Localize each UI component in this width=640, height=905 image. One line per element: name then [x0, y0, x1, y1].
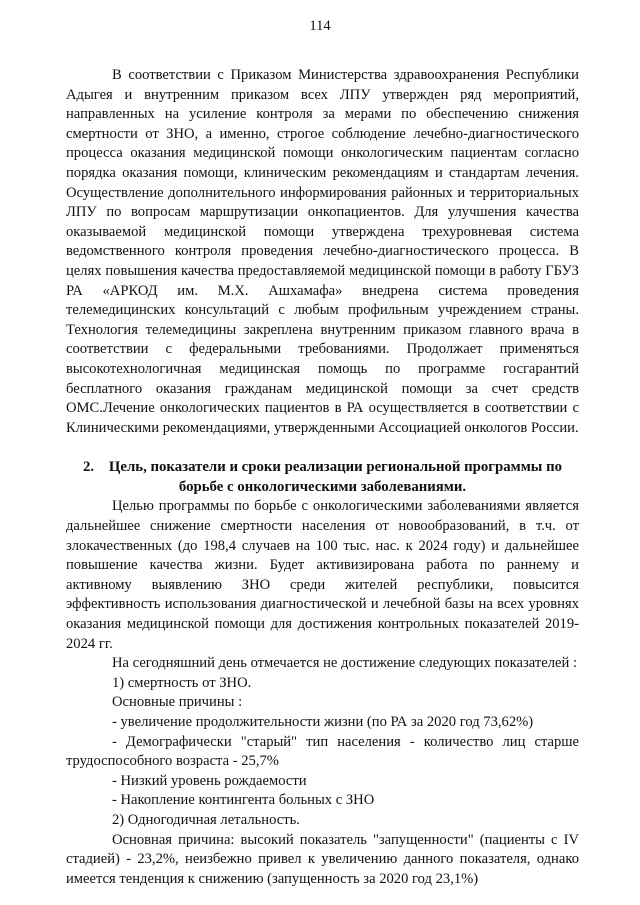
list-item: - увеличение продолжительности жизни (по РА за 2020 год 73,62%) [112, 714, 534, 730]
document-body [66, 66, 579, 889]
goal-paragraph: Целью программы по борьбе с онкологическими заболеваниями является дальнейшее снижение смертности населения от новообразований, в т.ч. от злокачественных (до 198,4 случаев на 100 тыс. нас. к 2024 году) и дальнейшее повышение качества жизни. Будет активизирована работа по раннему и активному выявлению ЗНО среди жителей республики, повысится эффективность использования диагностической и лечебной базы на всех уровнях оказания медицинской помощи для достижения контрольных показателей 2019-2024 гг. [66, 498, 579, 652]
section-title: Цель, показатели и сроки реализации региональной программы по борьбе с онкологическими заболеваниями. [108, 459, 562, 495]
section-number: 2. [82, 459, 95, 476]
indicators-paragraph: На сегодняшний день отмечается не достижение следующих показателей : [112, 655, 578, 672]
page-number: 114 [309, 18, 331, 34]
list-item: - Накопление контингента больных с ЗНО [112, 792, 375, 809]
list-item: - Низкий уровень рождаемости [112, 772, 307, 789]
demography-paragraph: - Демографически "старый" тип населения - количество лиц старше трудоспособного возраста - 25,7% [66, 733, 579, 770]
list-item: 1) смертность от ЗНО. [112, 674, 252, 691]
reason-paragraph: Основная причина: высокий показатель "запущенности" (пациенты с IV стадией) - 23,2%, неизбежно привел к увеличению данного показателя, однако имеется тенденция к снижению (запущенность за 2020 год 23,1%) [66, 831, 579, 887]
intro-paragraph: В соответствии с Приказом Министерства здравоохранения Республики Адыгея и внутренним приказом всех ЛПУ утвержден ряд мероприятий, направленных на усиление контроля за мерами по обеспечению снижения смертности от ЗНО, а именно, строгое соблюдение лечебно-диагностического процесса оказания медицинской помощи онкологическим пациентам согласно порядка оказания помощи, клиническим рекомендациям и стандартам лечения. Осуществление дополнительного информирования районных и территориальных ЛПУ по вопросам маршрутизации онкопациентов. Для улучшения качества оказываемой медицинской помощи утверждена трехуровневая система ведомственного контроля проведения лечебно-диагностического процесса. В целях повышения качества предоставляемой медицинской помощи в работу ГБУЗ РА «АРКОД им. М.Х. Ашхамафа» внедрена система проведения телемедицинских консультаций с любым профильным учреждением страны. Технология телемедицины закреплена внутренним приказом главного врача в соответствии с федеральными требованиями. Продолжает применяться высокотехнологичная медицинская помощь по программе госгарантий бесплатного оказания гражданам медицинской помощи за счет средств ОМС.Лечение онкологических пациентов в РА осуществляется в соответствии с Клиническими рекомендациями, утвержденными Ассоциацией онкологов России. [66, 67, 579, 436]
section-heading [66, 458, 579, 497]
list-item: 2) Одногодичная летальность. [112, 811, 300, 828]
list-item: Основные причины : [112, 694, 243, 711]
